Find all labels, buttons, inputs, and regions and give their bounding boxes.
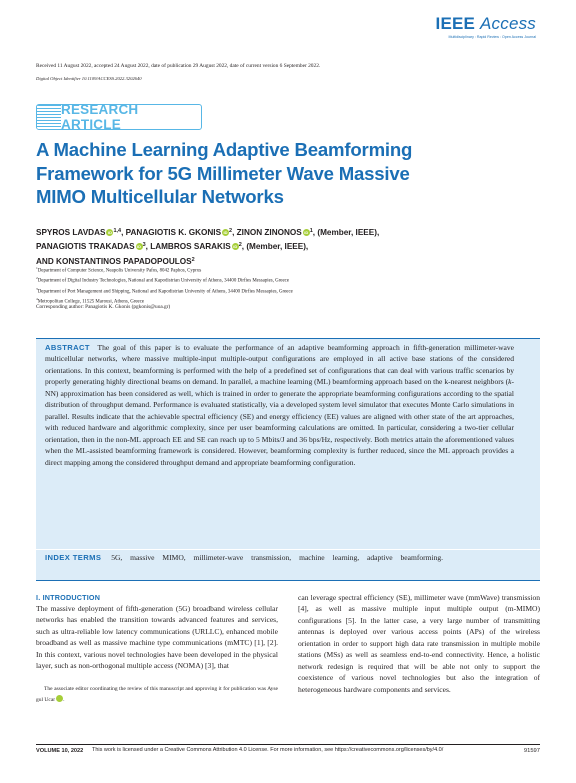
author-name: PANAGIOTIS K. GKONIS bbox=[125, 228, 222, 237]
footer-volume: VOLUME 10, 2022 bbox=[36, 748, 84, 754]
member-suffix: (Member, IEEE), bbox=[246, 242, 309, 252]
member-suffix: (Member, IEEE), bbox=[317, 228, 380, 237]
author-name: KONSTANTINOS PAPADOPOULOS bbox=[56, 256, 192, 266]
journal-logo bbox=[436, 14, 536, 39]
affiliations bbox=[36, 265, 293, 307]
index-terms-section bbox=[36, 550, 540, 581]
author-name: SPYROS LAVDAS bbox=[36, 228, 106, 237]
author-conjunction: AND bbox=[36, 256, 54, 266]
author-name: PANAGIOTIS TRAKADAS bbox=[36, 242, 135, 252]
affiliation-item: $^3$Department of Port Management and Shipping, National and Kapodistrian University of Athens, 34400 Dirfies Messapies, Greece bbox=[36, 286, 293, 295]
affiliation-item: $^2$Department of Digital Industry Technologies, National and Kapodistrian University of Athens, 34400 Dirfies Messapies, Greece bbox=[36, 276, 289, 285]
index-terms-body: INDEX TERMS 5G, massive MIMO, millimeter-wave transmission, machine learning, adaptive beamforming. bbox=[45, 553, 444, 562]
orcid-icon[interactable]: iD bbox=[137, 244, 142, 250]
abstract-body: ABSTRACT The goal of this paper is to evaluate the performance of an adaptive beamforming approach in fifth-generation millimeter-wave multicellular networks, where massive multiple-input multiple-output configurations are employed in all active base stations of the considered orientations. In this context, beamforming is performed with the help of a predefined set of configurations that can deal with various traffic scenarios by properly generating highly directional beams on demand. In parallel, a machine learning (ML) beamforming approach based on the k-nearest neighbors (k-NN) approximation has been considered as well, which is trained in order to generate the appropriate beamforming configurations according to the spatial distribution of throughput demand. Performance is evaluated statistically, via a developed system level simulator that executes Monte Carlo simulations in parallel. Results indicate that the achievable spectral efficiency (SE) and energy efficiency (EE) values are aligned with other state of the art approaches, with reduced hardware and algorithmic complexity, since per user beamforming calculations are omitted. In particular, considering a two-tier cellular orientation, then in the non-ML approach EE and SE can reach up to 5 Mbits/J and 36 bps/Hz, respectively. Both metrics attain the aforementioned values when the ML-assisted beamforming framework is considered. However, beamforming complexity is further reduced, since the ML approach provides a direct mapping among the considered throughput demand and appropriate beamforming configuration. bbox=[45, 343, 514, 467]
corresponding-author: Corresponding author: Panagiotis K. Gkonis (pgkonis@uoa.gr) bbox=[36, 304, 171, 310]
section-heading: I. INTRODUCTION bbox=[36, 593, 101, 602]
article-type-label: RESEARCH ARTICLE bbox=[61, 104, 139, 130]
abstract-section bbox=[36, 338, 540, 549]
footer-license[interactable]: This work is licensed under a Creative Commons Attribution 4.0 License. For more information, see https://creativecommons.org/licenses/by/4.0/ bbox=[92, 747, 444, 753]
orcid-icon[interactable]: iD bbox=[56, 695, 63, 702]
orcid-icon[interactable]: iD bbox=[223, 230, 228, 235]
orcid-icon[interactable]: iD bbox=[107, 230, 112, 235]
author-name: ZINON ZINONOS bbox=[236, 228, 302, 237]
body-column-left bbox=[36, 592, 278, 672]
author-list: SPYROS LAVDAS iD $^{1,4}$, PANAGIOTIS K. GKONIS iD $^2$, ZINON ZINONOS iD $^1$, (Member, IEEE), PANAGIOTIS TRAKADAS iD $^3$, LAMBROS SARAKIS iD $^2$, (Member, IEEE), AND KONSTANTINOS PAPADOPOULOS$^2$ bbox=[36, 228, 380, 266]
editor-footnote: The associate editor coordinating the review of this manuscript and approving it for publication was Ayse gul Ucar iD bbox=[36, 686, 278, 703]
logo-tagline: Multidisciplinary : Rapid Review : Open Access Journal bbox=[448, 35, 536, 39]
footer-rule bbox=[36, 744, 540, 745]
article-type-banner bbox=[36, 104, 202, 130]
index-terms-label: INDEX TERMS bbox=[45, 553, 102, 562]
page-number: 91597 bbox=[523, 748, 540, 754]
banner-stripe-graphic bbox=[37, 105, 61, 129]
abstract-label: ABSTRACT bbox=[45, 343, 90, 352]
publication-dates: Received 11 August 2022, accepted 24 August 2022, date of publication 29 August 2022, date of current version 6 September 2022. bbox=[36, 63, 321, 69]
orcid-icon[interactable]: iD bbox=[304, 230, 309, 235]
orcid-icon[interactable]: iD bbox=[233, 244, 238, 250]
body-paragraph: can leverage spectral efficiency (SE), millimeter wave (mmWave) transmission [4], as well as massive multiple input multiple output (m-MIMO) configurations [5]. In the latter case, a very large number of transmitting antennas is deployed over various access points (APs) of the wireless orientation in order to support high data rate transmission in multiple mobile stations (MSs) as well as seamless end-to-end connectivity. Hence, a holistic network redesign is required that will be able not only to support the coexistence of various novel technologies but also the integration of heterogeneous hardware components and services. bbox=[298, 593, 540, 694]
paper-title: A Machine Learning Adaptive Beamforming Framework for 5G Millimeter Wave Massive MIMO Multicellular Networks bbox=[36, 139, 413, 207]
author-name: LAMBROS SARAKIS bbox=[150, 242, 231, 252]
doi-line: Digital Object Identifier 10.1109/ACCESS.2022.3202640 bbox=[36, 76, 142, 81]
affiliation-item: $^4$Metropolitan College, 11525 Marousi, Athens, Greece bbox=[36, 297, 145, 305]
body-paragraph: The massive deployment of fifth-generation (5G) broadband wireless cellular networks has enabled the transition towards advanced features and services, such as ultra-reliable low latency communications (URLLC), enhanced mobile broadband as well as massive machine type communications (mMTC) [1], [2]. In this context, various novel technologies have been developed in the physical layer, such as non-orthogonal multiple access (NOMA) [3], that bbox=[36, 604, 278, 671]
body-column-right bbox=[298, 592, 540, 695]
logo-wordmark: IEEE Access bbox=[435, 14, 536, 33]
affiliation-item: $^1$Department of Computer Science, Neapolis University Pafos, 8042 Paphos, Cyprus bbox=[36, 266, 202, 274]
